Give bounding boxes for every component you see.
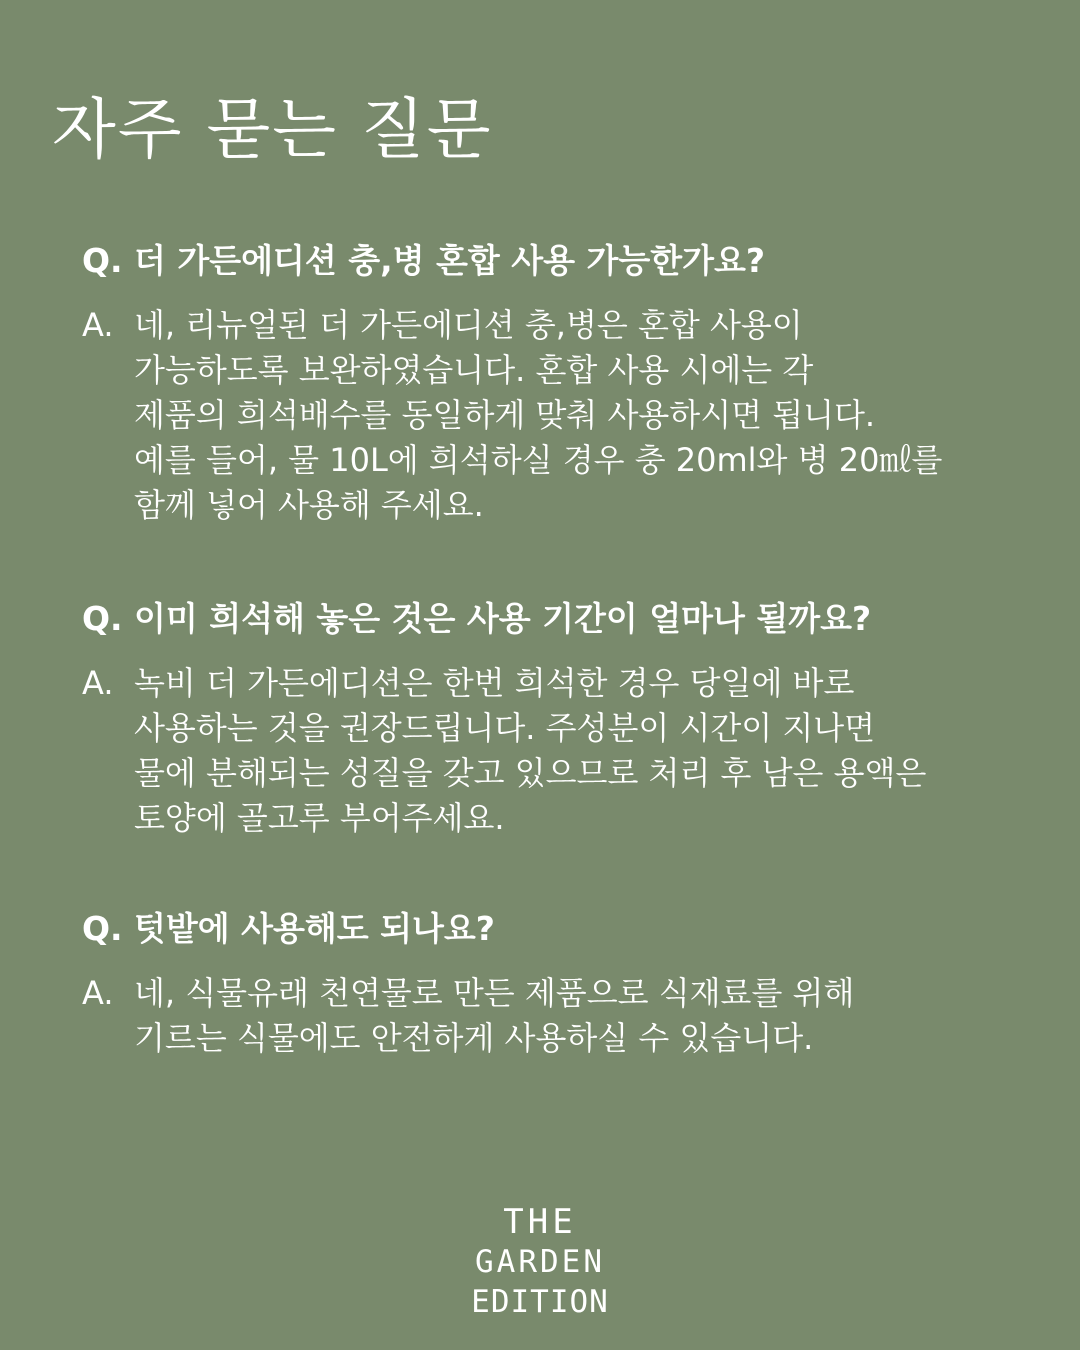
- answer-text: [134, 661, 1042, 841]
- page-title: 자주 묻는 질문: [52, 91, 493, 169]
- faq-item: [82, 240, 1042, 528]
- answer-text: [134, 303, 1042, 528]
- faq-answer: [82, 661, 1042, 841]
- brand-logo: [0, 1202, 1080, 1322]
- answer-line: 제품의 희석배수를 동일하게 맞춰 사용하시면 됩니다.: [134, 395, 876, 434]
- faq-question: [82, 598, 1042, 641]
- answer-text: [134, 971, 1042, 1061]
- faq-answer: [82, 303, 1042, 528]
- answer-line: 사용하는 것을 권장드립니다. 주성분이 시간이 지나면: [134, 708, 876, 747]
- answer-line: 기르는 식물에도 안전하게 사용하실 수 있습니다.: [134, 1018, 814, 1057]
- answer-prefix: A.: [82, 663, 114, 702]
- answer-prefix: A.: [82, 305, 114, 344]
- question-prefix: Q.: [82, 241, 123, 280]
- answer-line: 함께 넣어 사용해 주세요.: [134, 485, 484, 524]
- answer-line: 녹비 더 가든에디션은 한번 희석한 경우 당일에 바로: [134, 663, 855, 702]
- answer-line: 네, 식물유래 천연물로 만든 제품으로 식재료를 위해: [134, 973, 855, 1012]
- question-text: 이미 희석해 놓은 것은 사용 기간이 얼마나 될까요?: [134, 599, 872, 638]
- answer-line: 토양에 골고루 부어주세요.: [134, 798, 505, 837]
- logo-line-garden: GARDEN: [475, 1244, 605, 1280]
- logo-line-the: THE: [503, 1202, 577, 1242]
- faq-question: [82, 908, 1042, 951]
- faq-answer: [82, 971, 1042, 1061]
- question-text: 더 가든에디션 충,병 혼합 사용 가능한가요?: [134, 241, 766, 280]
- faq-item: [82, 908, 1042, 1061]
- answer-line: 예를 들어, 물 10L에 희석하실 경우 충 20ml와 병 20㎖를: [134, 440, 943, 479]
- answer-line: 네, 리뉴얼된 더 가든에디션 충,병은 혼합 사용이: [134, 305, 803, 344]
- question-prefix: Q.: [82, 599, 123, 638]
- faq-item: [82, 598, 1042, 841]
- answer-prefix: A.: [82, 973, 114, 1012]
- answer-line: 가능하도록 보완하였습니다. 혼합 사용 시에는 각: [134, 350, 814, 389]
- faq-question: [82, 240, 1042, 283]
- question-text: 텃밭에 사용해도 되나요?: [134, 909, 495, 948]
- logo-line-edition: EDITION: [471, 1284, 609, 1320]
- question-prefix: Q.: [82, 909, 123, 948]
- answer-line: 물에 분해되는 성질을 갖고 있으므로 처리 후 남은 용액은: [134, 753, 927, 792]
